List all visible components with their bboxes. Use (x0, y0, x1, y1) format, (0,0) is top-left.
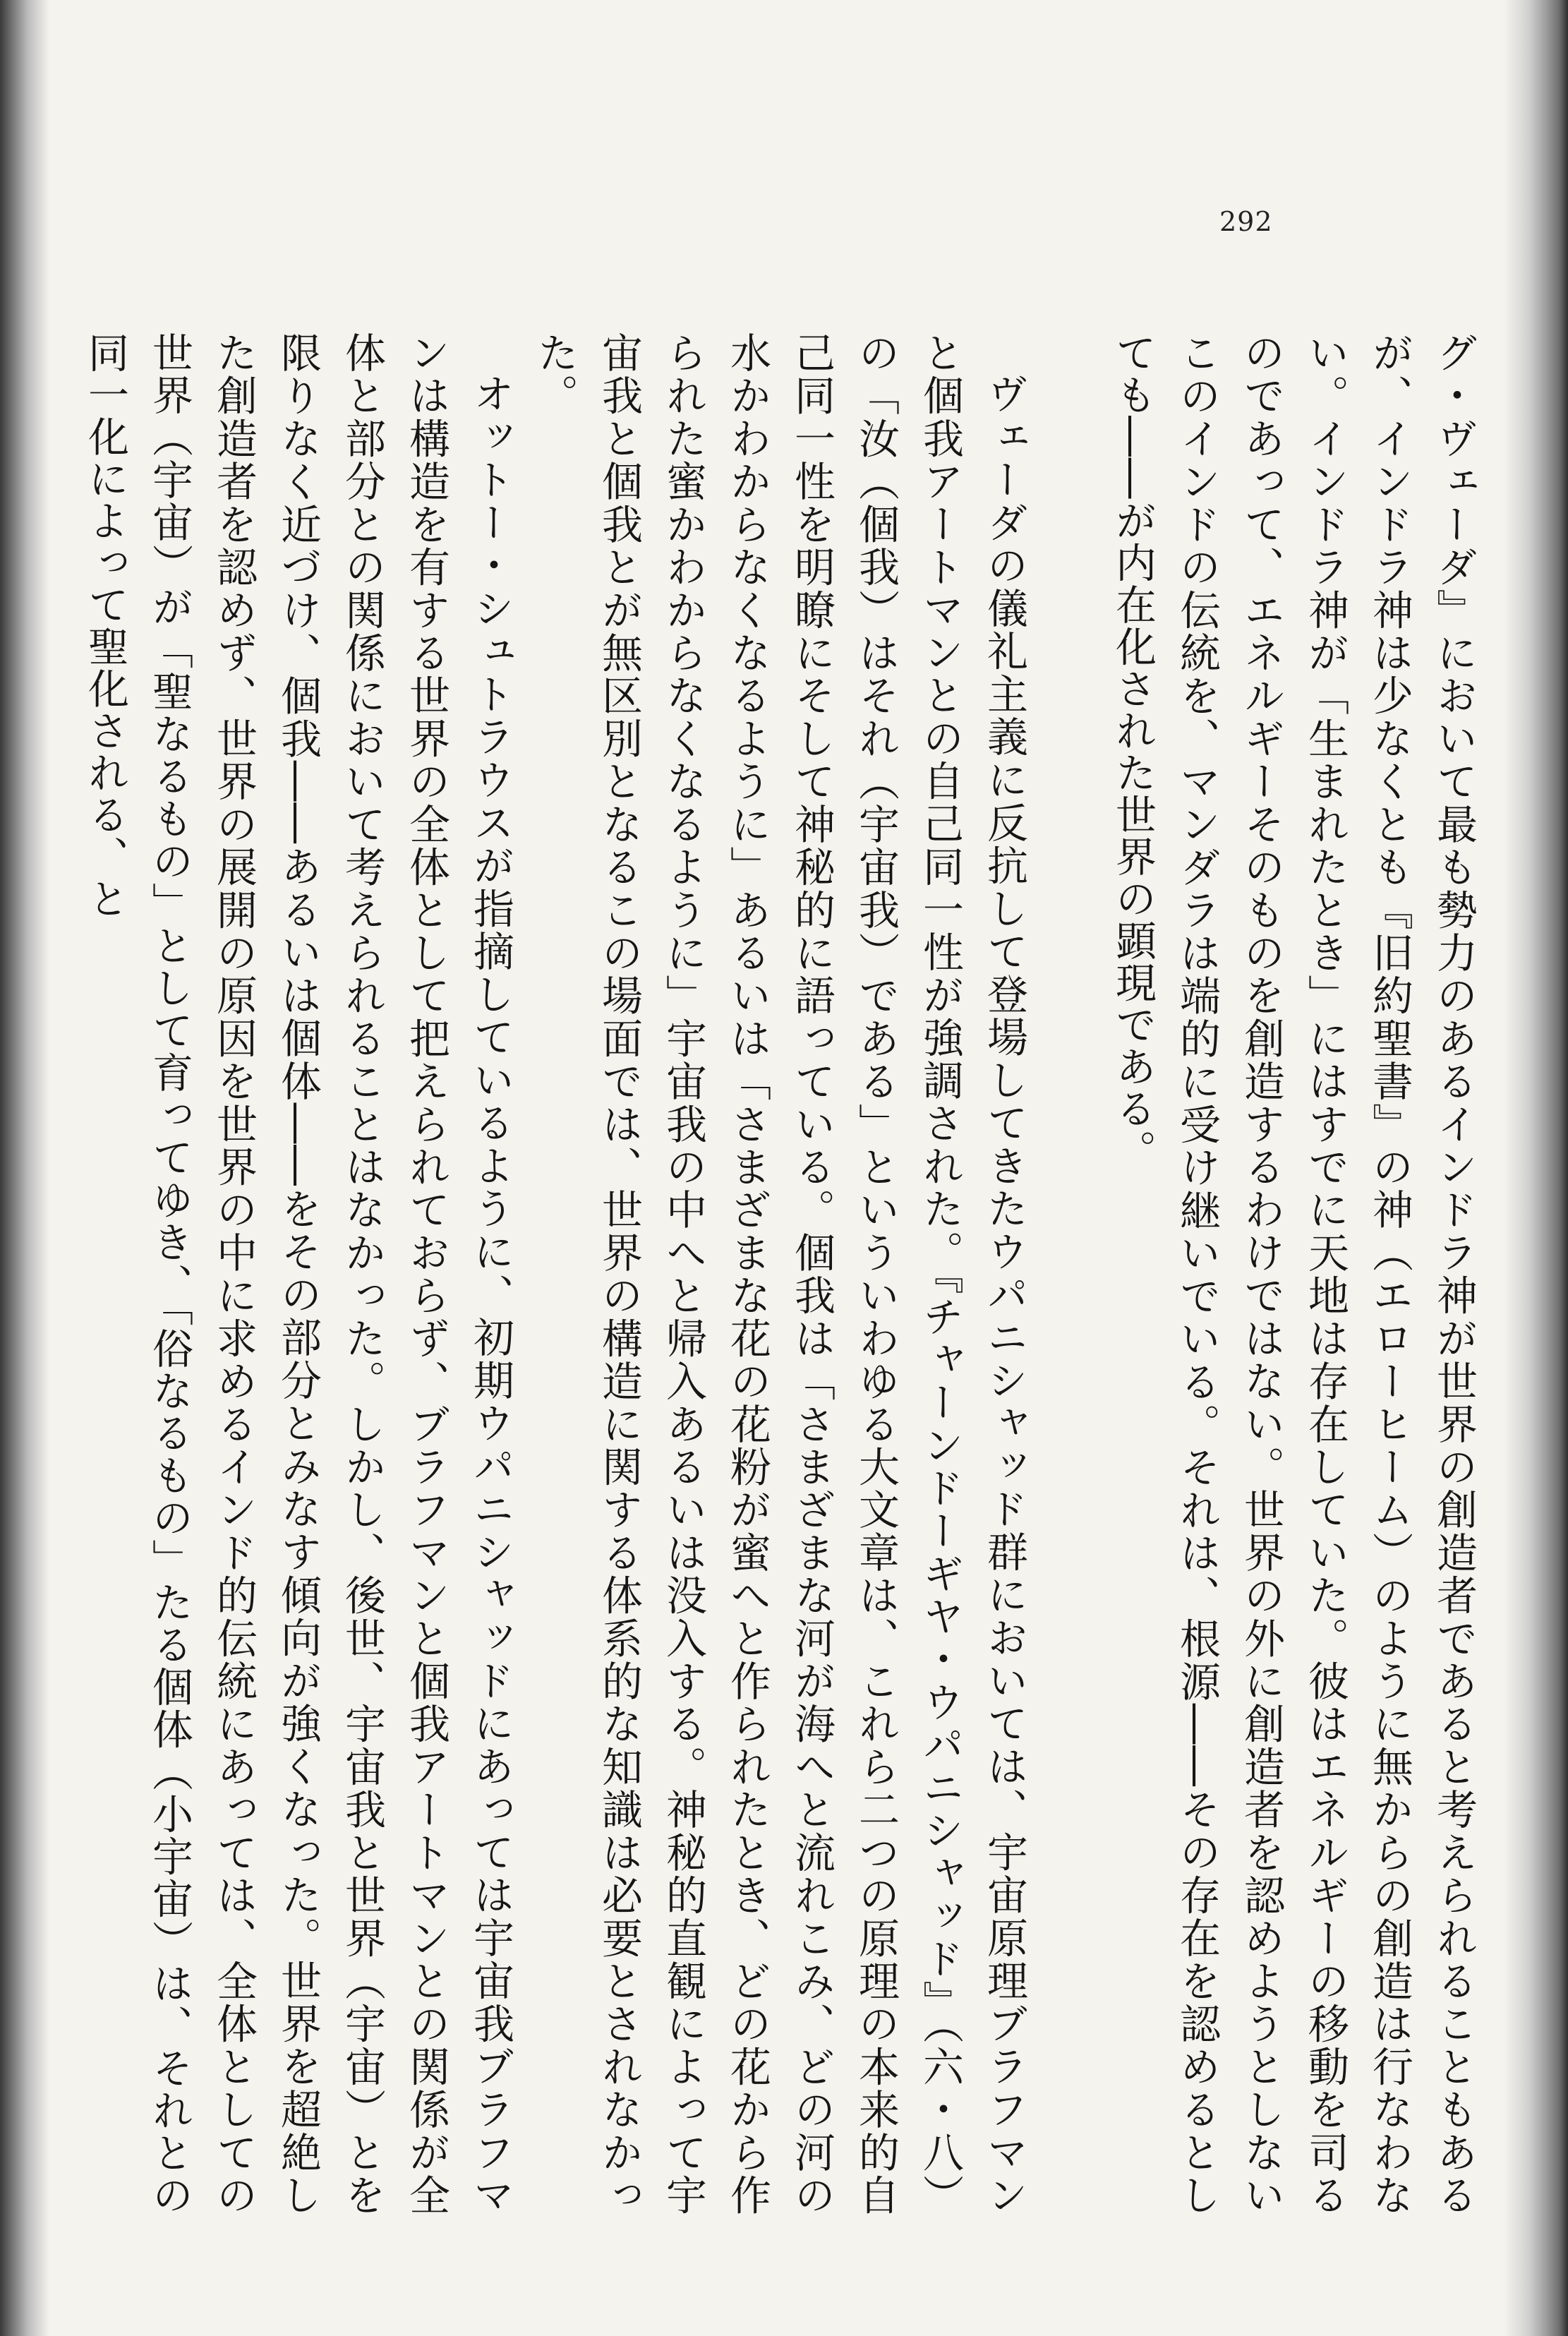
page-scan-shadow-right (1504, 0, 1568, 2336)
paragraph-gap (1036, 332, 1100, 2216)
page-scan-shadow-left (0, 0, 49, 2336)
paragraph-continued: グ・ヴェーダ』において最も勢力のあるインドラ神が世界の創造者であると考えられることもあるが、インドラ神は少なくとも『旧約聖書』の神（エローヒーム）のように無からの創造は行なわない。インドラ神が「生まれたとき」にはすでに天地は存在していた。彼はエネルギーの移動を司るのであって、エネルギーそのものを創造するわけではない。世界の外に創造者を認めようとしないこのインドの伝統を、マンダラは端的に受け継いでいる。それは、根源――その存在を認めるとしても――が内在化された世界の顕現である。 (1109, 332, 1478, 2216)
paragraph: ヴェーダの儀礼主義に反抗して登場してきたウパニシャッド群においては、宇宙原理ブラフマンと個我アートマンとの自己同一性が強調された。『チャーンドーギヤ・ウパニシャッド』（六・八）の「汝（個我）はそれ（宇宙我）である」といういわゆる大文章は、これら二つの原理の本来的自己同一性を明瞭にそして神秘的に語っている。個我は「さまざまな河が海へと流れこみ、どの河の水かわからなくなるように」あるいは「さまざまな花の花粉が蜜へと作られたとき、どの花から作られた蜜かわからなくなるように」宇宙我の中へと帰入あるいは没入する。神秘的直観によって宇宙我と個我とが無区別となるこの場面では、世界の構造に関する体系的な知識は必要とされなかった。 (531, 332, 1028, 2216)
paragraph: オットー・シュトラウスが指摘しているように、初期ウパニシャッドにあっては宇宙我ブラフマンは構造を有する世界の全体として把えられておらず、ブラフマンと個我アートマンとの関係が全体と部分との関係において考えられることはなかった。しかし、後世、宇宙我と世界（宇宙）とを限りなく近づけ、個我――あるいは個体――をその部分とみなす傾向が強くなった。世界を超絶した創造者を認めず、世界の展開の原因を世界の中に求めるインド的伝統にあっては、全体としての世界（宇宙）が「聖なるもの」として育ってゆき、「俗なるもの」たる個体（小宇宙）は、それとの同一化によって聖化される、と (81, 332, 514, 2216)
vertical-text-body (74, 332, 1485, 2216)
page-number: 292 (1219, 206, 1273, 237)
